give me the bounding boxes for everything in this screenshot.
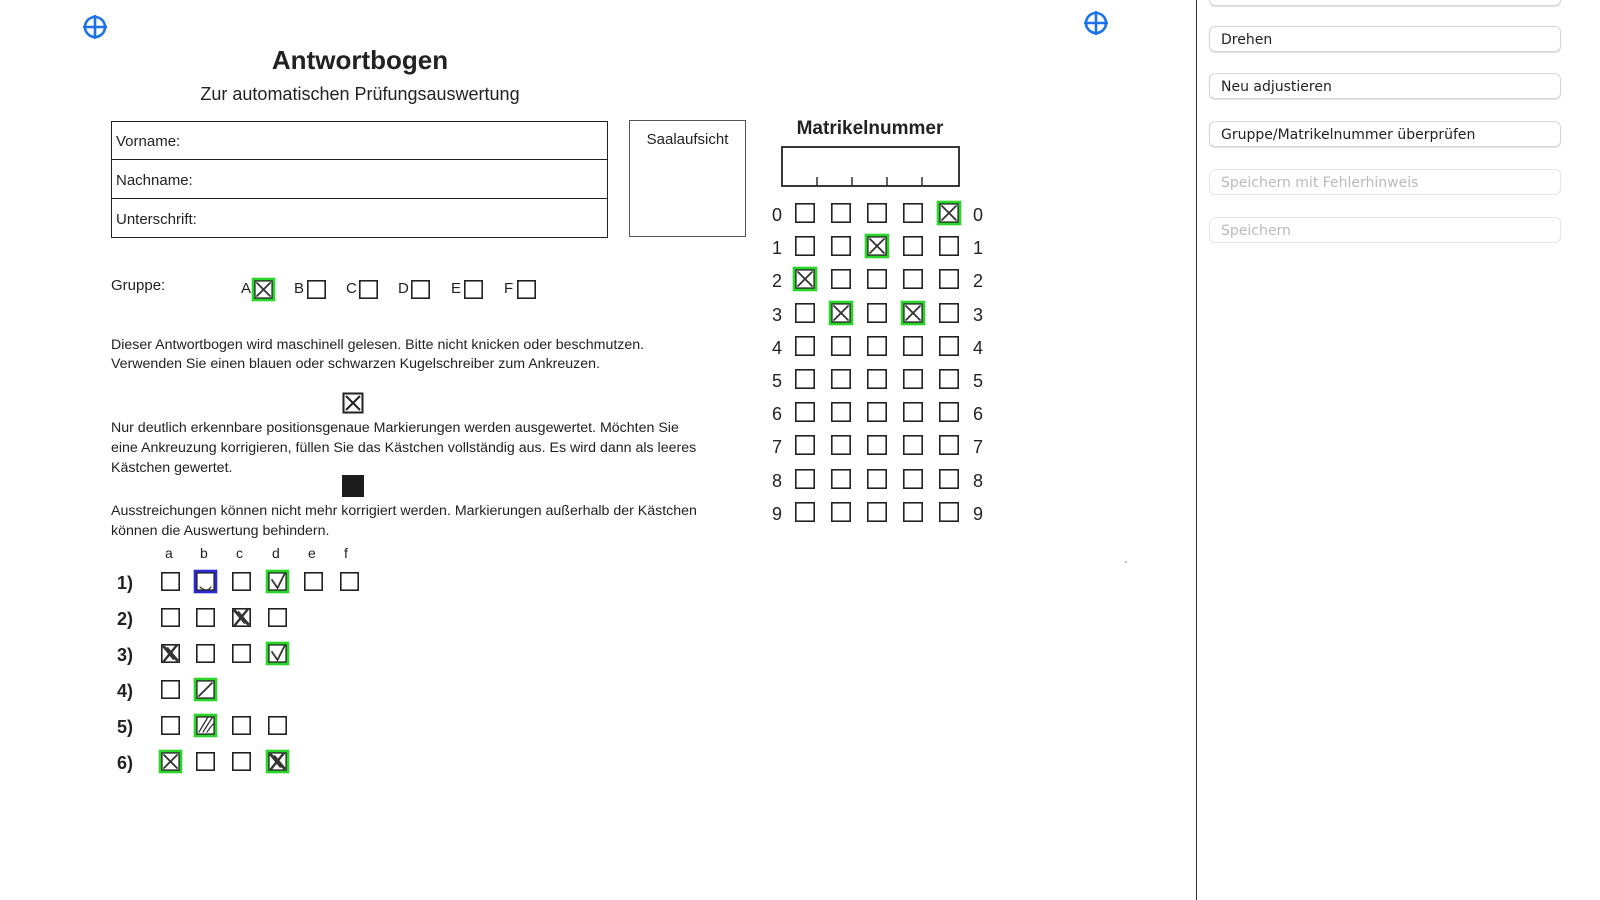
matrikel-checkbox[interactable] bbox=[936, 366, 962, 392]
example-cross-icon bbox=[342, 392, 364, 414]
answer-checkbox[interactable] bbox=[229, 605, 254, 630]
matrikel-checkbox[interactable] bbox=[864, 466, 890, 492]
matrikel-checkbox[interactable] bbox=[828, 233, 854, 259]
answer-checkbox[interactable] bbox=[158, 677, 183, 702]
matrikel-digit-right: 9 bbox=[973, 504, 984, 524]
matrikel-checkbox[interactable] bbox=[864, 200, 890, 226]
matrikel-digit-right: 4 bbox=[973, 338, 984, 358]
group-option-label: F bbox=[504, 280, 514, 297]
matrikel-checkbox[interactable] bbox=[828, 333, 854, 359]
group-option-checkbox[interactable] bbox=[304, 277, 329, 302]
answer-checkbox[interactable] bbox=[337, 569, 362, 594]
group-option-checkbox[interactable] bbox=[356, 277, 381, 302]
answer-checkbox[interactable] bbox=[158, 749, 183, 774]
rotate-button[interactable]: Drehen bbox=[1209, 26, 1561, 52]
answer-column-label: f bbox=[344, 545, 348, 561]
matrikel-checkbox[interactable] bbox=[864, 399, 890, 425]
matrikel-checkbox[interactable] bbox=[864, 300, 890, 326]
matrikel-checkbox[interactable] bbox=[828, 366, 854, 392]
matrikel-digit-left: 3 bbox=[772, 305, 783, 325]
matrikel-digit-right: 7 bbox=[973, 437, 984, 457]
action-panel bbox=[1196, 0, 1600, 900]
matrikel-checkbox[interactable] bbox=[792, 300, 818, 326]
answer-checkbox[interactable] bbox=[193, 749, 218, 774]
matrikel-checkbox[interactable] bbox=[828, 200, 854, 226]
matrikel-digit-right: 1 bbox=[973, 238, 984, 258]
matrikel-checkbox[interactable] bbox=[792, 399, 818, 425]
readjust-button[interactable]: Neu adjustieren bbox=[1209, 73, 1561, 99]
alignment-marker-icon[interactable] bbox=[82, 14, 108, 40]
firstname-label: Vorname: bbox=[116, 133, 181, 150]
answer-checkbox[interactable] bbox=[193, 605, 218, 630]
sheet-title: Antwortbogen bbox=[271, 45, 449, 75]
matrikel-digit-left: 8 bbox=[772, 471, 783, 491]
group-option-label: E bbox=[451, 280, 462, 297]
matrikel-checkbox[interactable] bbox=[900, 432, 926, 458]
answer-column-label: b bbox=[200, 545, 208, 561]
matrikel-digit-right: 3 bbox=[973, 305, 984, 325]
answer-checkbox[interactable] bbox=[193, 641, 218, 666]
answer-checkbox[interactable] bbox=[265, 713, 290, 738]
matrikel-digit-right: 8 bbox=[973, 471, 984, 491]
hidden-top-button[interactable] bbox=[1209, 0, 1561, 6]
matrikel-checkbox[interactable] bbox=[900, 466, 926, 492]
group-option-label: D bbox=[398, 280, 409, 297]
supervisor-label: Saalaufsicht bbox=[646, 131, 729, 148]
matrikel-digit-left: 2 bbox=[772, 271, 783, 291]
answer-column-label: e bbox=[308, 545, 316, 561]
matrikel-write-box bbox=[781, 146, 961, 188]
signature-label: Unterschrift: bbox=[116, 211, 197, 228]
matrikel-checkbox[interactable] bbox=[936, 300, 962, 326]
matrikel-checkbox[interactable] bbox=[936, 466, 962, 492]
group-option-checkbox[interactable] bbox=[408, 277, 433, 302]
answer-checkbox[interactable] bbox=[158, 569, 183, 594]
save-with-error-button[interactable]: Speichern mit Fehlerhinweis bbox=[1209, 169, 1561, 195]
matrikel-digit-left: 5 bbox=[772, 371, 783, 391]
matrikel-digit-left: 9 bbox=[772, 504, 783, 524]
matrikel-checkbox[interactable] bbox=[900, 300, 926, 326]
group-option-checkbox[interactable] bbox=[514, 277, 539, 302]
save-button[interactable]: Speichern bbox=[1209, 217, 1561, 243]
answer-column-label: c bbox=[236, 545, 243, 561]
matrikel-digit-right: 5 bbox=[973, 371, 984, 391]
matrikel-checkbox[interactable] bbox=[792, 233, 818, 259]
matrikel-checkbox[interactable] bbox=[900, 499, 926, 525]
matrikel-checkbox[interactable] bbox=[864, 333, 890, 359]
alignment-marker-icon[interactable] bbox=[1083, 10, 1109, 36]
instructions-paragraph-1: Dieser Antwortbogen wird maschinell gelesen. Bitte nicht knicken oder beschmutzen. Verwenden Sie einen blauen oder schwarzen Kugelschreiber zum Ankreuzen. bbox=[111, 337, 645, 372]
answer-checkbox[interactable] bbox=[193, 677, 218, 702]
matrikel-digit-left: 1 bbox=[772, 238, 783, 258]
group-option-checkbox[interactable] bbox=[461, 277, 486, 302]
group-option-label: C bbox=[346, 280, 357, 297]
answer-checkbox[interactable] bbox=[265, 569, 290, 594]
answer-checkbox[interactable] bbox=[265, 641, 290, 666]
group-label: Gruppe: bbox=[111, 277, 166, 294]
matrikel-checkbox[interactable] bbox=[864, 233, 890, 259]
answer-checkbox[interactable] bbox=[193, 569, 218, 594]
matrikel-checkbox[interactable] bbox=[936, 432, 962, 458]
matrikel-checkbox[interactable] bbox=[828, 499, 854, 525]
matrikel-checkbox[interactable] bbox=[828, 466, 854, 492]
answer-checkbox[interactable] bbox=[265, 749, 290, 774]
matrikel-digit-left: 7 bbox=[772, 437, 783, 457]
matrikel-checkbox[interactable] bbox=[828, 432, 854, 458]
matrikel-checkbox[interactable] bbox=[900, 366, 926, 392]
matrikel-checkbox[interactable] bbox=[900, 233, 926, 259]
matrikel-checkbox[interactable] bbox=[792, 366, 818, 392]
matrikel-digit-left: 0 bbox=[772, 205, 783, 225]
matrikel-checkbox[interactable] bbox=[936, 200, 962, 226]
group-option-label: A bbox=[241, 280, 252, 297]
question-number: 3) bbox=[117, 645, 134, 665]
matrikel-digit-right: 2 bbox=[973, 271, 984, 291]
matrikel-checkbox[interactable] bbox=[900, 399, 926, 425]
matrikel-checkbox[interactable] bbox=[828, 399, 854, 425]
matrikel-digit-left: 6 bbox=[772, 404, 783, 424]
matrikel-checkbox[interactable] bbox=[864, 499, 890, 525]
matrikel-title: Matrikelnummer bbox=[796, 118, 944, 139]
example-filled-box bbox=[342, 475, 364, 497]
matrikel-digit-right: 6 bbox=[973, 404, 984, 424]
answer-checkbox[interactable] bbox=[229, 713, 254, 738]
answer-checkbox[interactable] bbox=[229, 749, 254, 774]
matrikel-checkbox[interactable] bbox=[828, 266, 854, 292]
matrikel-checkbox[interactable] bbox=[936, 499, 962, 525]
lastname-label: Nachname: bbox=[116, 172, 193, 189]
answer-checkbox[interactable] bbox=[193, 713, 218, 738]
sheet-subtitle: Zur automatischen Prüfungsauswertung bbox=[200, 84, 520, 104]
group-option-label: B bbox=[294, 280, 305, 297]
matrikel-digit-right: 0 bbox=[973, 205, 984, 225]
matrikel-checkbox[interactable] bbox=[900, 333, 926, 359]
question-number: 2) bbox=[117, 609, 134, 629]
answer-checkbox[interactable] bbox=[229, 569, 254, 594]
question-number: 6) bbox=[117, 753, 134, 773]
question-number: 5) bbox=[117, 717, 134, 737]
matrikel-digit-left: 4 bbox=[772, 338, 783, 358]
answer-checkbox[interactable] bbox=[158, 641, 183, 666]
matrikel-checkbox[interactable] bbox=[864, 366, 890, 392]
answer-checkbox[interactable] bbox=[301, 569, 326, 594]
answer-column-label: d bbox=[272, 545, 280, 561]
question-number: 1) bbox=[117, 573, 134, 593]
group-option-checkbox[interactable] bbox=[251, 277, 276, 302]
matrikel-checkbox[interactable] bbox=[936, 333, 962, 359]
answer-checkbox[interactable] bbox=[158, 713, 183, 738]
answer-checkbox[interactable] bbox=[158, 605, 183, 630]
matrikel-checkbox[interactable] bbox=[828, 300, 854, 326]
matrikel-checkbox[interactable] bbox=[792, 200, 818, 226]
matrikel-checkbox[interactable] bbox=[864, 266, 890, 292]
verify-group-matrikel-button[interactable]: Gruppe/Matrikelnummer überprüfen bbox=[1209, 121, 1561, 147]
matrikel-checkbox[interactable] bbox=[792, 466, 818, 492]
matrikel-checkbox[interactable] bbox=[900, 266, 926, 292]
question-number: 4) bbox=[117, 681, 134, 701]
matrikel-checkbox[interactable] bbox=[936, 233, 962, 259]
matrikel-checkbox[interactable] bbox=[900, 200, 926, 226]
answer-checkbox[interactable] bbox=[265, 605, 290, 630]
matrikel-checkbox[interactable] bbox=[792, 333, 818, 359]
matrikel-checkbox[interactable] bbox=[864, 432, 890, 458]
matrikel-checkbox[interactable] bbox=[936, 266, 962, 292]
matrikel-checkbox[interactable] bbox=[936, 399, 962, 425]
matrikel-checkbox[interactable] bbox=[792, 432, 818, 458]
instructions-paragraph-2: Nur deutlich erkennbare positionsgenaue Markierungen werden ausgewertet. Möchten Sie eine Ankreuzung korrigieren, füllen Sie das Kästchen vollständig aus. Es wird dann als leeres Kästchen gewertet. bbox=[111, 420, 697, 476]
matrikel-checkbox[interactable] bbox=[792, 499, 818, 525]
matrikel-checkbox[interactable] bbox=[792, 266, 818, 292]
instructions-paragraph-3: Ausstreichungen können nicht mehr korrigiert werden. Markierungen außerhalb der Kästchen können die Auswertung behindern. bbox=[111, 503, 697, 539]
answer-column-label: a bbox=[165, 545, 173, 561]
answer-checkbox[interactable] bbox=[229, 641, 254, 666]
